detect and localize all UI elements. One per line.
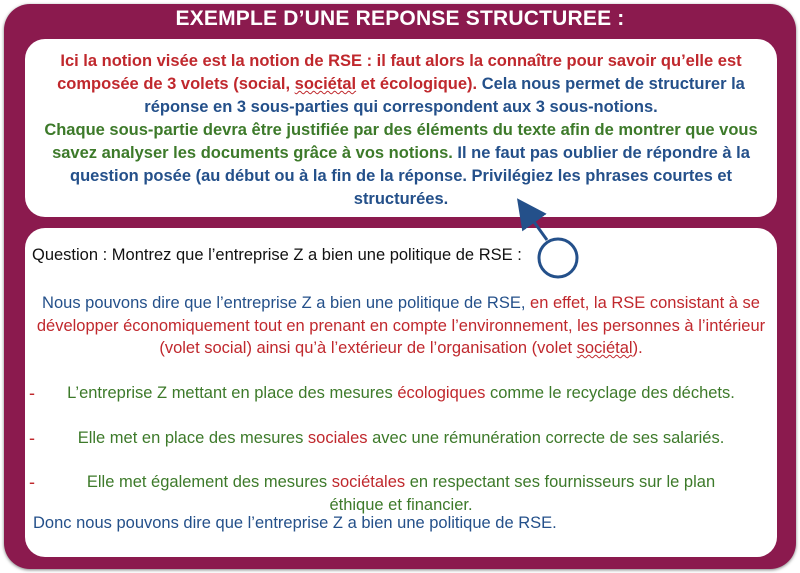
item-text: L’entreprise Z mettant en place des mesures xyxy=(67,384,398,402)
intro-structure: Cela nous permet de structurer la réponse en 3 sous-parties qui correspondent aux 3 sous-notions. xyxy=(144,75,745,116)
question-rse: RSE xyxy=(478,246,513,264)
intro-advice: Il ne faut pas oublier de répondre à la question posée (au début ou à la fin de la réponse. Privilégiez les phrases courtes et structurées. xyxy=(69,144,750,208)
bullet-dash: - xyxy=(29,428,35,448)
intro-notion: Ici la notion visée est la notion de RSE : il faut alors la connaître pour savoir qu’elle est composée de 3 volets (social, xyxy=(57,52,742,93)
instruction-text xyxy=(25,50,777,211)
intro-notion-end: et écologique). xyxy=(356,75,478,93)
answer-conclusion: Donc nous pouvons dire que l’entreprise Z a bien une politique de RSE. xyxy=(33,514,557,532)
instruction-box xyxy=(25,39,777,217)
item-keyword: sociales xyxy=(307,429,368,447)
answer-intro xyxy=(25,292,777,360)
question-suffix: : xyxy=(512,246,522,264)
item-text-end: comme le recyclage des déchets. xyxy=(485,384,735,402)
item-text: Elle met en place des mesures xyxy=(77,429,308,447)
answer-definition: en effet, la RSE consistant à se développer économiquement tout en prenant en compte l’environnement, les personnes à l’intérieur (volet social) ainsi qu’à l’extérieur de l’organisation (volet xyxy=(36,294,766,357)
list-item xyxy=(25,382,777,405)
item-keyword: écologiques xyxy=(397,384,486,402)
list-item xyxy=(25,427,777,450)
bullet-dash: - xyxy=(29,472,35,492)
item-text-end: en respectant ses fournisseurs sur le plan éthique et financier. xyxy=(329,473,716,514)
slide-title: EXEMPLE D’UNE REPONSE STRUCTUREE : xyxy=(175,7,625,30)
answer-definition-end: ). xyxy=(632,339,643,357)
intro-notion-wavy: sociétal xyxy=(294,75,357,93)
item-text: Elle met également des mesures xyxy=(86,473,332,491)
answer-definition-wavy: sociétal xyxy=(576,339,633,357)
list-item xyxy=(25,471,777,516)
item-text-end: avec une rémunération correcte de ses salariés. xyxy=(367,429,725,447)
intro-justify: Chaque sous-partie devra être justifiée par des éléments du texte afin de montrer que vous savez analyser les documents grâce à vos notions. xyxy=(44,121,758,162)
question-prefix: Question : Montrez que l’entreprise Z a bien une politique de xyxy=(32,246,479,264)
question-line xyxy=(32,246,522,265)
answer-claim: Nous pouvons dire que l’entreprise Z a bien une politique de RSE, xyxy=(42,294,526,312)
bullet-dash: - xyxy=(29,383,35,403)
answer-box xyxy=(25,228,777,557)
item-keyword: sociétales xyxy=(331,473,406,491)
